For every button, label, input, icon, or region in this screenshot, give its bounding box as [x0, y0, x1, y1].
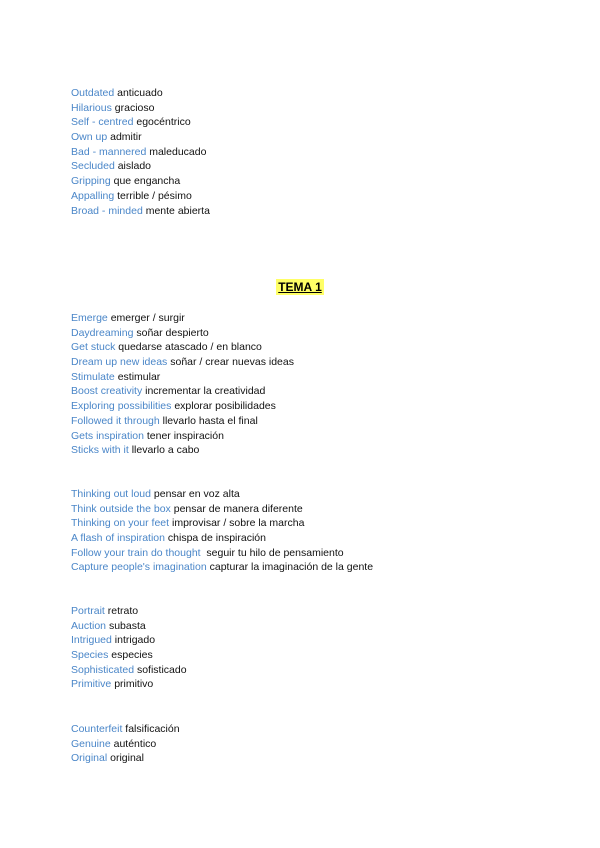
translation: soñar despierto [136, 326, 209, 339]
translation: anticuado [117, 87, 163, 99]
term: Thinking on your feet [71, 517, 170, 530]
vocab-group-1 [71, 86, 210, 218]
term: Counterfeit [71, 723, 123, 735]
vocab-entry [71, 340, 294, 355]
translation: admitir [110, 131, 142, 144]
term: Daydreaming [71, 326, 134, 339]
term: Portrait [71, 605, 105, 617]
translation: egocéntrico [136, 116, 191, 129]
vocab-group-2 [71, 311, 294, 458]
term: Followed it through [71, 414, 160, 427]
translation: original [110, 752, 144, 765]
translation: quedarse atascado / en blanco [118, 341, 262, 354]
vocab-entry [71, 619, 187, 634]
vocab-entry [71, 204, 210, 219]
term: Thinking out loud [71, 488, 151, 500]
vocab-group-5 [71, 722, 180, 766]
translation: que engancha [113, 175, 181, 188]
term: Get stuck [71, 341, 116, 354]
translation: seguir tu hilo de pensamiento [203, 546, 344, 559]
term: Bad - mannered [71, 145, 147, 158]
translation: maleducado [149, 145, 207, 158]
vocab-entry [71, 355, 294, 370]
term: Emerge [71, 312, 108, 324]
translation: aislado [117, 160, 151, 173]
translation: auténtico [113, 737, 157, 750]
translation: gracioso [114, 101, 155, 114]
vocab-entry [71, 101, 210, 116]
translation: primitivo [114, 678, 154, 691]
translation: pensar en voz alta [153, 488, 240, 500]
vocab-entry [71, 130, 210, 145]
translation: intrigado [114, 634, 156, 647]
term: Original [71, 752, 108, 765]
translation: explorar posibilidades [174, 400, 276, 413]
translation: capturar la imaginación de la gente [209, 561, 374, 574]
vocab-entry [71, 86, 210, 101]
term: Stimulate [71, 370, 115, 383]
translation: llevarlo a cabo [131, 444, 200, 457]
vocab-entry [71, 560, 373, 575]
translation: especies [111, 649, 153, 662]
vocab-entry [71, 751, 180, 766]
vocab-entry [71, 604, 187, 619]
term: Hilarious [71, 101, 112, 114]
term: Appalling [71, 189, 115, 202]
term: Sticks with it [71, 444, 129, 457]
term: Outdated [71, 87, 115, 99]
vocab-entry [71, 633, 187, 648]
translation: falsificación [125, 723, 180, 735]
term: Secluded [71, 160, 115, 173]
vocab-entry [71, 189, 210, 204]
vocab-group-4 [71, 604, 187, 692]
vocab-entry [71, 648, 187, 663]
translation: chispa de inspiración [167, 532, 266, 545]
vocab-entry [71, 159, 210, 174]
term: Auction [71, 619, 107, 632]
translation: soñar / crear nuevas ideas [170, 356, 294, 369]
term: Intrigued [71, 634, 112, 647]
term: Sophisticated [71, 663, 135, 676]
vocab-entry [71, 722, 180, 737]
translation: incrementar la creatividad [145, 385, 266, 398]
term: Primitive [71, 678, 112, 691]
section-heading [0, 278, 600, 296]
vocab-entry [71, 737, 180, 752]
term: Broad - minded [71, 204, 143, 217]
term: Exploring possibilities [71, 400, 172, 413]
translation: llevarlo hasta el final [162, 414, 258, 427]
vocab-entry [71, 115, 210, 130]
term: Gets inspiration [71, 429, 144, 442]
term: Self - centred [71, 116, 134, 129]
term: Follow your train do thought [71, 546, 201, 559]
term: Think outside the box [71, 502, 171, 515]
translation: subasta [108, 619, 146, 632]
term: Genuine [71, 737, 111, 750]
term: Capture people's imagination [71, 561, 207, 574]
vocab-entry [71, 663, 187, 678]
vocab-group-3 [71, 487, 373, 575]
vocab-entry [71, 384, 294, 399]
translation: pensar de manera diferente [173, 502, 303, 515]
translation: sofisticado [136, 663, 187, 676]
term: Boost creativity [71, 385, 143, 398]
translation: tener inspiración [146, 429, 224, 442]
vocab-entry [71, 429, 294, 444]
vocab-entry [71, 487, 373, 502]
section-heading-text: TEMA 1 [278, 280, 322, 294]
vocab-entry [71, 414, 294, 429]
term: Own up [71, 131, 108, 144]
vocab-entry [71, 677, 187, 692]
term: Species [71, 649, 109, 662]
vocab-entry [71, 174, 210, 189]
vocab-entry [71, 326, 294, 341]
vocab-entry [71, 502, 373, 517]
translation: terrible / pésimo [117, 189, 192, 202]
vocab-entry [71, 370, 294, 385]
vocab-entry [71, 516, 373, 531]
vocab-entry [71, 531, 373, 546]
translation: estimular [117, 370, 161, 383]
translation: retrato [107, 605, 139, 617]
term: A flash of inspiration [71, 532, 165, 545]
vocab-entry [71, 145, 210, 160]
vocab-entry [71, 399, 294, 414]
vocab-entry [71, 546, 373, 561]
term: Gripping [71, 175, 111, 188]
vocab-entry [71, 311, 294, 326]
translation: improvisar / sobre la marcha [171, 517, 305, 530]
vocab-entry [71, 443, 294, 458]
translation: emerger / surgir [110, 312, 185, 324]
translation: mente abierta [145, 204, 210, 217]
term: Dream up new ideas [71, 356, 168, 369]
